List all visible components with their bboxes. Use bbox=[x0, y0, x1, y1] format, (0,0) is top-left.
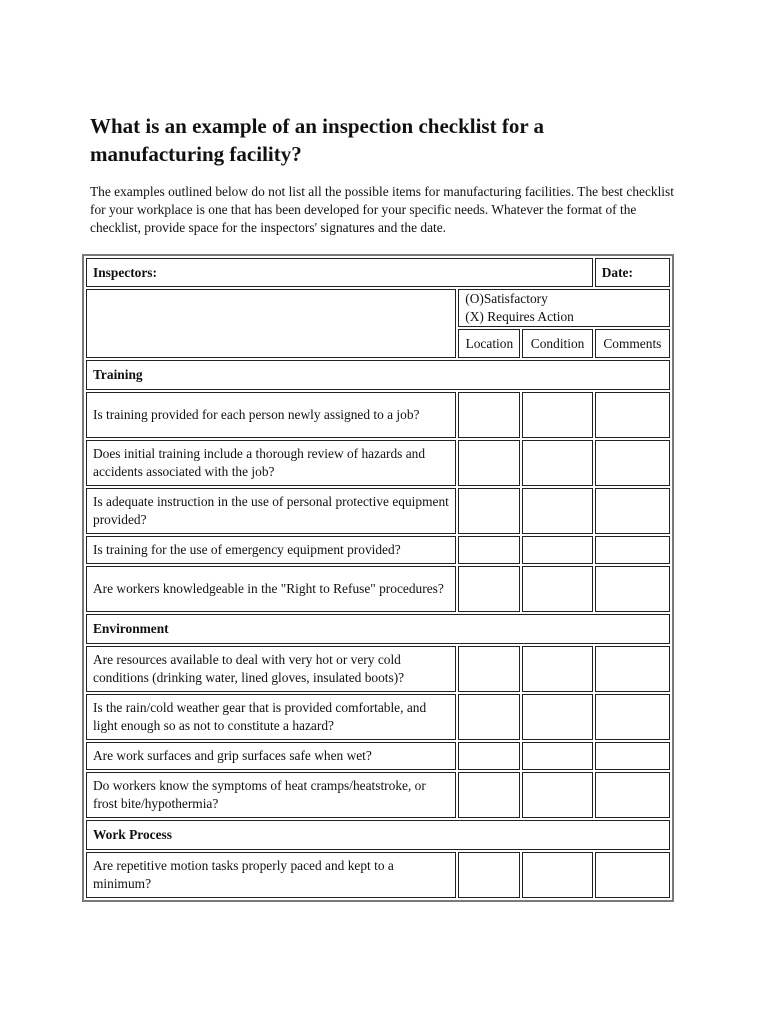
comments-input-cell[interactable] bbox=[595, 488, 670, 534]
comments-input-cell[interactable] bbox=[595, 646, 670, 692]
location-input-cell[interactable] bbox=[458, 852, 520, 898]
question-cell: Is training provided for each person newly assigned to a job? bbox=[86, 392, 456, 438]
condition-input-cell[interactable] bbox=[522, 742, 592, 770]
comments-input-cell[interactable] bbox=[595, 392, 670, 438]
location-input-cell[interactable] bbox=[458, 742, 520, 770]
date-cell[interactable]: Date: bbox=[595, 258, 670, 287]
legend-requires-action: (X) Requires Action bbox=[465, 309, 574, 324]
location-input-cell[interactable] bbox=[458, 536, 520, 564]
location-input-cell[interactable] bbox=[458, 772, 520, 818]
table-row bbox=[86, 852, 670, 898]
condition-input-cell[interactable] bbox=[522, 646, 592, 692]
question-cell: Is training for the use of emergency equipment provided? bbox=[86, 536, 456, 564]
question-cell: Does initial training include a thorough review of hazards and accidents associated with the job? bbox=[86, 440, 456, 486]
condition-input-cell[interactable] bbox=[522, 392, 592, 438]
table-row bbox=[86, 536, 670, 564]
location-input-cell[interactable] bbox=[458, 440, 520, 486]
comments-input-cell[interactable] bbox=[595, 772, 670, 818]
question-cell: Are repetitive motion tasks properly paced and kept to a minimum? bbox=[86, 852, 456, 898]
column-header-location: Location bbox=[458, 329, 520, 358]
question-cell: Are work surfaces and grip surfaces safe when wet? bbox=[86, 742, 456, 770]
condition-input-cell[interactable] bbox=[522, 852, 592, 898]
table-row bbox=[86, 566, 670, 612]
location-input-cell[interactable] bbox=[458, 566, 520, 612]
comments-input-cell[interactable] bbox=[595, 566, 670, 612]
comments-input-cell[interactable] bbox=[595, 440, 670, 486]
legend-satisfactory: (O)Satisfactory bbox=[465, 291, 548, 306]
header-blank-cell bbox=[86, 289, 456, 358]
comments-input-cell[interactable] bbox=[595, 742, 670, 770]
document-body bbox=[90, 112, 680, 237]
comments-input-cell[interactable] bbox=[595, 536, 670, 564]
table-row bbox=[86, 772, 670, 818]
location-input-cell[interactable] bbox=[458, 488, 520, 534]
page-title: What is an example of an inspection checklist for a manufacturing facility? bbox=[90, 114, 545, 166]
table-row bbox=[86, 646, 670, 692]
question-cell: Is adequate instruction in the use of personal protective equipment provided? bbox=[86, 488, 456, 534]
condition-input-cell[interactable] bbox=[522, 440, 592, 486]
section-header-training: Training bbox=[86, 360, 670, 390]
table-row bbox=[86, 742, 670, 770]
intro-paragraph: The examples outlined below do not list all the possible items for manufacturing facilities. The best checklist for your workplace is one that has been developed for your specific needs. Whatever the format of the checklist, provide space for the inspectors' signatures and the date. bbox=[90, 184, 674, 235]
condition-input-cell[interactable] bbox=[522, 566, 592, 612]
location-input-cell[interactable] bbox=[458, 646, 520, 692]
section-header-work-process: Work Process bbox=[86, 820, 670, 850]
table-row bbox=[86, 694, 670, 740]
section-header-environment: Environment bbox=[86, 614, 670, 644]
comments-input-cell[interactable] bbox=[595, 852, 670, 898]
comments-input-cell[interactable] bbox=[595, 694, 670, 740]
question-cell: Is the rain/cold weather gear that is provided comfortable, and light enough so as not to constitute a hazard? bbox=[86, 694, 456, 740]
condition-input-cell[interactable] bbox=[522, 772, 592, 818]
column-header-condition: Condition bbox=[522, 329, 592, 358]
question-cell: Do workers know the symptoms of heat cramps/heatstroke, or frost bite/hypothermia? bbox=[86, 772, 456, 818]
inspection-checklist-table bbox=[82, 254, 674, 902]
table-row bbox=[86, 392, 670, 438]
table-row bbox=[86, 488, 670, 534]
location-input-cell[interactable] bbox=[458, 392, 520, 438]
condition-input-cell[interactable] bbox=[522, 488, 592, 534]
rating-legend bbox=[458, 289, 670, 327]
condition-input-cell[interactable] bbox=[522, 536, 592, 564]
inspectors-cell[interactable]: Inspectors: bbox=[86, 258, 593, 287]
question-cell: Are workers knowledgeable in the "Right to Refuse" procedures? bbox=[86, 566, 456, 612]
column-header-comments: Comments bbox=[595, 329, 670, 358]
table-row bbox=[86, 440, 670, 486]
condition-input-cell[interactable] bbox=[522, 694, 592, 740]
location-input-cell[interactable] bbox=[458, 694, 520, 740]
question-cell: Are resources available to deal with very hot or very cold conditions (drinking water, lined gloves, insulated boots)? bbox=[86, 646, 456, 692]
